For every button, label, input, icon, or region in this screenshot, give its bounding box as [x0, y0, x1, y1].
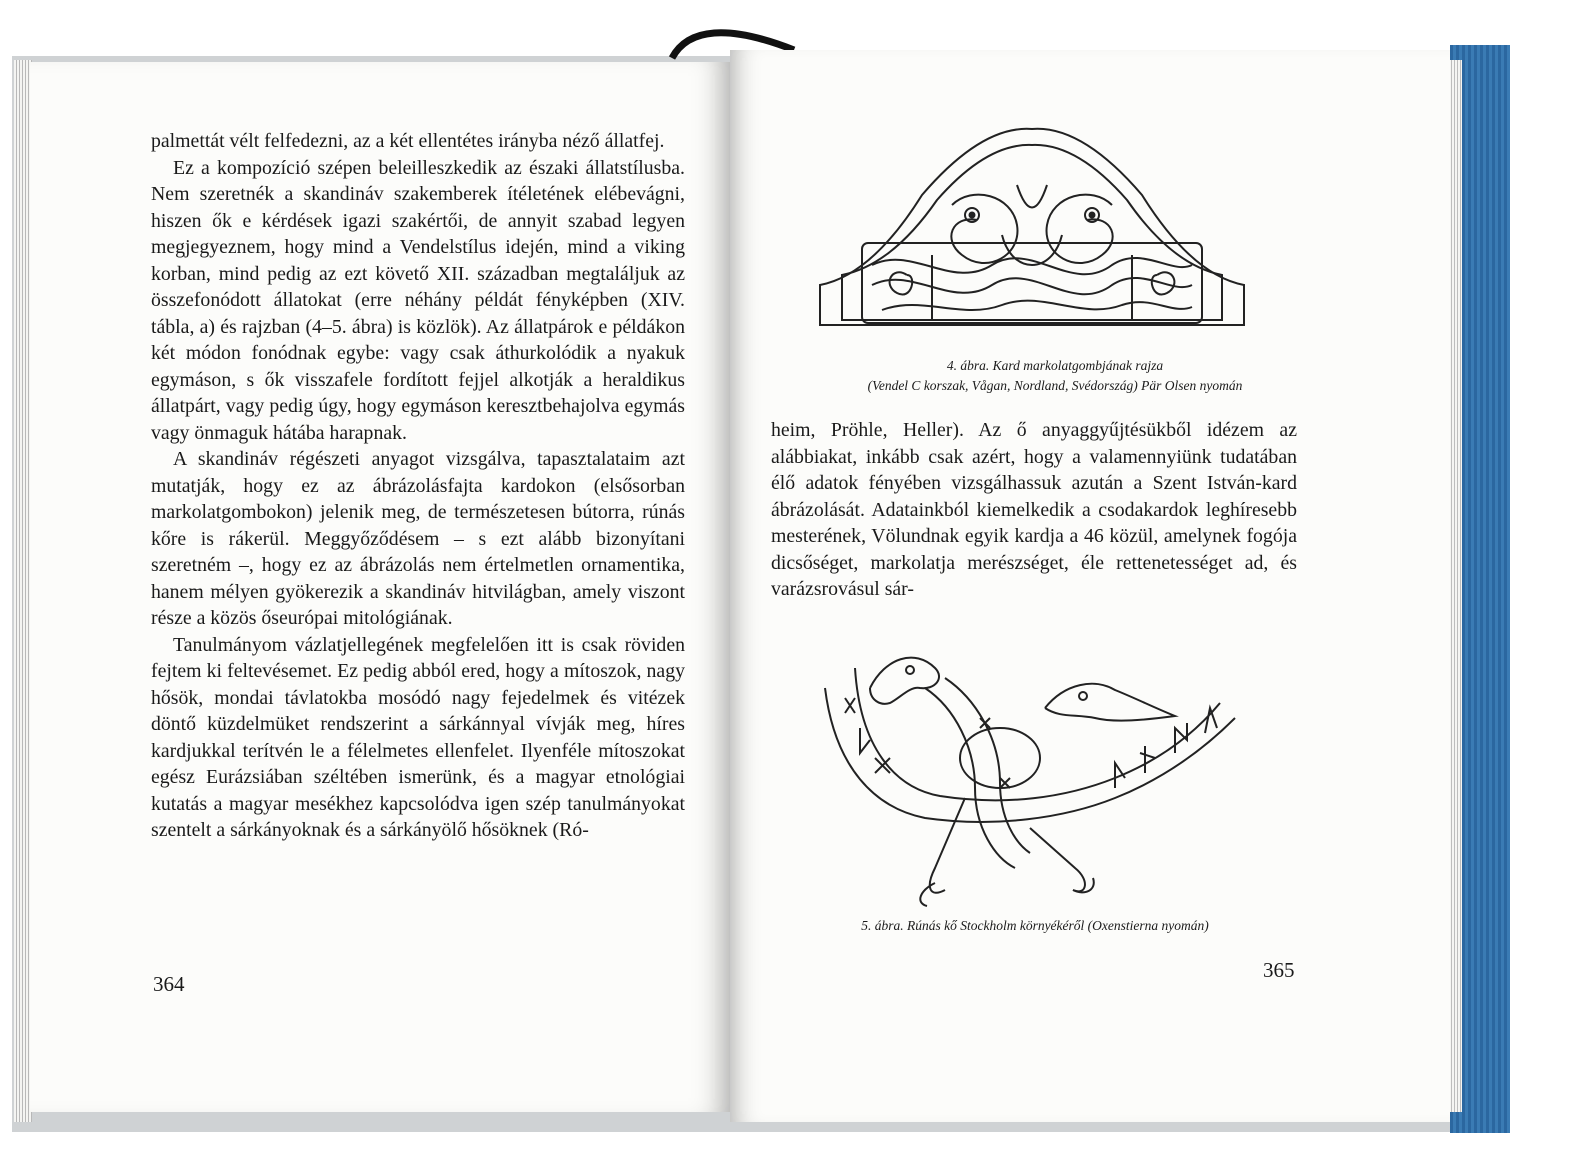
paragraph: Ez a kompozíció szépen beleilleszkedik az északi állatstílusba. Nem szeretnék a skandináv szakemberek ítéletének elébevágni, hiszen ők e kérdések igazi szakértői, de annyit szabad legyen megjegyeznem, hogy mind a Vendelstílus idején, mind a viking korban, mind pedig az ezt követő XII. században megtaláljuk az összefonódott állatokat (erre néhány példát fényképben (XIV. tábla, a) és rajzban (4–5. ábra) is közlök). Az állatpárok e példákon két módon fonódnak egybe: vagy csak áthurkolódik a nyakuk egymáson, s ők visszafele fordított fejjel alkotják a heraldikus állatpárt, vagy pedig úgy, hogy egymáson keresztbehajolva egymás vagy önmaguk hátába harapnak. — [151, 156, 685, 444]
right-page-text — [771, 417, 1297, 603]
figure-4-caption-line-2: (Vendel C korszak, Vågan, Nordland, Svédország) Pär Olsen nyomán — [867, 378, 1243, 393]
figure-4-caption-line-1: 4. ábra. Kard markolatgombjának rajza — [946, 358, 1164, 373]
paragraph: A skandináv régészeti anyagot vizsgálva, tapasztalataim azt mutatják, hogy ez az ábrázolásfajta kardokon (elsősorban markolatgombokon) jelenik meg, de természetesen bútorra, rúnás kőre is rákerül. Meggyőződésem – s ezt alább bizonyítani szeretném –, hogy ez az ábrázolás nem értelmetlen ornamentika, hanem mélyen gyökerezik a skandináv hitvilágban, amely viszont része a közös őseurópai mitológiának. — [151, 448, 685, 629]
figure-5-caption: 5. ábra. Rúnás kő Stockholm környékéről (Oxenstierna nyomán) — [861, 918, 1209, 933]
page-number-left: 364 — [153, 972, 185, 996]
paragraph: heim, Pröhle, Heller). Az ő anyaggyűjtésükből idézem az alábbiakat, inkább csak azért, hogy a valamennyiünk tudatában élő adatok fényében vizsgálhassuk azután a Szent István-kard ábrázolását. Adatainkból kiemelkedik a csodakardok leghíresebb mesterének, Völundnak egyik kardja a 46 közül, amelynek fogója dicsőséget, markolatja merészséget, éle rettenetességet ad, és varázsrovásul sár- — [771, 419, 1297, 600]
left-page-text — [151, 128, 685, 844]
page-number-right: 365 — [1263, 958, 1295, 982]
paragraph: palmettát vélt felfedezni, az a két ellentétes irányba néző állatfej. — [151, 130, 665, 152]
figure-4-caption — [790, 356, 1320, 396]
figure-4-sword-pommel-drawing — [812, 125, 1252, 355]
paragraph: Tanulmányom vázlatjellegének megfelelően itt is csak röviden fejtem ki feltevésemet. Ez pedig abból ered, hogy a mítoszok, nagy hősök, mondai távlatokba mosódó nagy fejedelmek és vitézek döntő küzdelmüket rendszerint a sárkánnyal vívják meg, híres kardjukkal terítvén le a félelmetes ellenfelet. Ilyenféle mítoszokat egész Eurázsiában széltében ismerünk, és a magyar etnológiai kutatás a magyar mesékhez kapcsolódva igen szép tanulmányokat szentelt a sárkányoknak és a sárkányölő hősöknek (Ró- — [151, 633, 685, 841]
figure-5-rune-stone-drawing — [815, 628, 1245, 910]
